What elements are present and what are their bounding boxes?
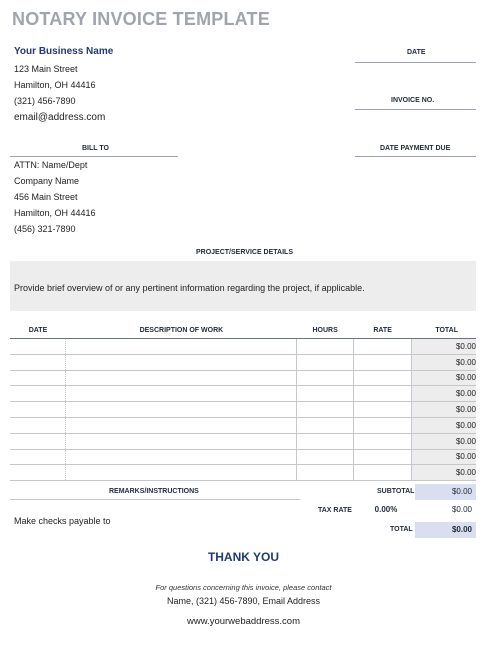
table-row xyxy=(10,417,476,433)
row-rate-cell[interactable] xyxy=(353,402,411,418)
questions-note: For questions concerning this invoice, please contact xyxy=(155,583,332,592)
bill-to-company: Company Name xyxy=(14,176,80,186)
row-hours-cell[interactable] xyxy=(297,402,354,418)
row-hours-cell[interactable] xyxy=(297,386,354,402)
row-rate-cell[interactable] xyxy=(353,433,411,449)
total-label: TOTAL xyxy=(390,526,413,533)
row-description-cell[interactable] xyxy=(66,433,297,449)
business-email: email@address.com xyxy=(14,112,106,123)
row-hours-cell[interactable] xyxy=(297,449,354,465)
items-table xyxy=(10,322,476,481)
remarks-divider xyxy=(10,499,300,500)
row-date-cell[interactable] xyxy=(10,402,66,418)
row-hours-cell[interactable] xyxy=(297,370,354,386)
date-divider xyxy=(355,62,476,63)
row-date-cell[interactable] xyxy=(10,354,66,370)
row-total-cell: $0.00 xyxy=(412,386,476,402)
row-hours-cell[interactable] xyxy=(297,433,354,449)
row-hours-cell[interactable] xyxy=(297,354,354,370)
row-total-cell: $0.00 xyxy=(412,417,476,433)
row-rate-cell[interactable] xyxy=(353,417,411,433)
row-total-cell: $0.00 xyxy=(412,465,476,481)
table-row xyxy=(10,449,476,465)
row-description-cell[interactable] xyxy=(66,417,297,433)
bill-to-street: 456 Main Street xyxy=(14,192,78,202)
business-phone: (321) 456-7890 xyxy=(14,96,76,106)
header-date: DATE xyxy=(10,322,66,339)
row-date-cell[interactable] xyxy=(10,449,66,465)
row-description-cell[interactable] xyxy=(66,449,297,465)
row-description-cell[interactable] xyxy=(66,386,297,402)
business-street: 123 Main Street xyxy=(14,64,78,74)
subtotal-label: SUBTOTAL xyxy=(377,488,415,495)
table-row xyxy=(10,339,476,355)
row-rate-cell[interactable] xyxy=(353,339,411,355)
bill-to-city: Hamilton, OH 44416 xyxy=(14,208,96,218)
invoice-no-divider xyxy=(355,109,476,110)
invoice-title: NOTARY INVOICE TEMPLATE xyxy=(12,9,270,29)
row-date-cell[interactable] xyxy=(10,370,66,386)
table-row xyxy=(10,386,476,402)
remarks-label: REMARKS/INSTRUCTIONS xyxy=(109,488,199,495)
row-hours-cell[interactable] xyxy=(297,339,354,355)
project-overview-text: Provide brief overview of or any pertinent information regarding the project, if applicable. xyxy=(14,283,365,293)
row-date-cell[interactable] xyxy=(10,339,66,355)
header-total: TOTAL xyxy=(412,322,476,339)
row-date-cell[interactable] xyxy=(10,386,66,402)
table-row xyxy=(10,465,476,481)
header-hours: HOURS xyxy=(297,322,354,339)
row-description-cell[interactable] xyxy=(66,354,297,370)
tax-rate-value[interactable]: 0.00% xyxy=(374,505,398,514)
table-row xyxy=(10,402,476,418)
row-hours-cell[interactable] xyxy=(297,417,354,433)
tax-value: $0.00 xyxy=(415,502,476,518)
row-total-cell: $0.00 xyxy=(412,402,476,418)
payable-note: Make checks payable to xyxy=(14,516,111,526)
payment-due-divider xyxy=(355,156,476,157)
thank-you-heading: THANK YOU xyxy=(207,550,280,564)
table-row xyxy=(10,354,476,370)
date-label: DATE xyxy=(407,49,426,56)
row-total-cell: $0.00 xyxy=(412,339,476,355)
row-description-cell[interactable] xyxy=(66,402,297,418)
invoice-no-field[interactable] xyxy=(360,113,476,129)
bill-to-divider xyxy=(10,156,178,157)
bill-to-phone: (456) 321-7890 xyxy=(14,224,76,234)
bill-to-attn: ATTN: Name/Dept xyxy=(14,160,88,170)
row-date-cell[interactable] xyxy=(10,465,66,481)
header-description: DESCRIPTION OF WORK xyxy=(66,322,297,339)
contact-line: Name, (321) 456-7890, Email Address xyxy=(166,596,321,606)
payment-due-field[interactable] xyxy=(360,160,476,176)
row-description-cell[interactable] xyxy=(66,465,297,481)
row-hours-cell[interactable] xyxy=(297,465,354,481)
row-description-cell[interactable] xyxy=(66,370,297,386)
row-date-cell[interactable] xyxy=(10,417,66,433)
date-field[interactable] xyxy=(360,66,476,82)
row-total-cell: $0.00 xyxy=(412,433,476,449)
invoice-no-label: INVOICE NO. xyxy=(391,97,435,104)
total-value: $0.00 xyxy=(415,522,476,538)
row-rate-cell[interactable] xyxy=(353,465,411,481)
row-date-cell[interactable] xyxy=(10,433,66,449)
subtotal-value: $0.00 xyxy=(415,484,476,500)
row-total-cell: $0.00 xyxy=(412,370,476,386)
table-row xyxy=(10,370,476,386)
row-rate-cell[interactable] xyxy=(353,354,411,370)
header-rate: RATE xyxy=(353,322,411,339)
table-row xyxy=(10,433,476,449)
bill-to-label: BILL TO xyxy=(82,145,109,152)
row-rate-cell[interactable] xyxy=(353,370,411,386)
business-city: Hamilton, OH 44416 xyxy=(14,80,96,90)
payment-due-label: DATE PAYMENT DUE xyxy=(380,145,451,152)
row-total-cell: $0.00 xyxy=(412,449,476,465)
website-link[interactable]: www.yourwebaddress.com xyxy=(187,616,300,627)
business-name: Your Business Name xyxy=(14,46,114,57)
tax-rate-label: TAX RATE xyxy=(318,507,352,514)
row-rate-cell[interactable] xyxy=(353,386,411,402)
row-description-cell[interactable] xyxy=(66,339,297,355)
row-total-cell: $0.00 xyxy=(412,354,476,370)
items-header-row xyxy=(10,322,476,339)
project-details-label: PROJECT/SERVICE DETAILS xyxy=(196,249,293,256)
row-rate-cell[interactable] xyxy=(353,449,411,465)
